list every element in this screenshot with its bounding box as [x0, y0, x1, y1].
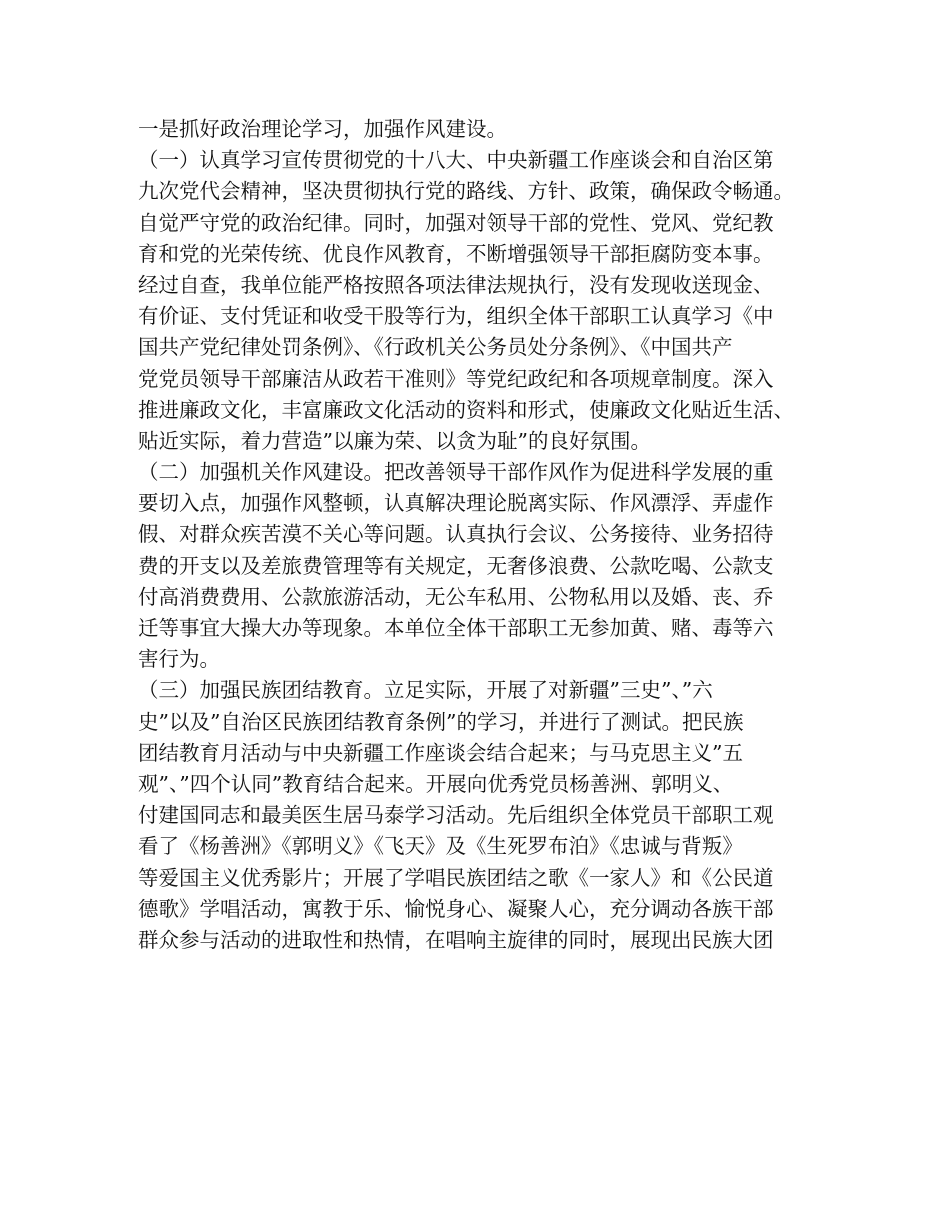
text-line: 经过自查，我单位能严格按照各项法律法规执行，没有发现收送现金、 [138, 272, 774, 297]
text-line: 要切入点，加强作风整顿，认真解决理论脱离实际、作风漂浮、弄虚作 [138, 491, 774, 516]
text-line: 九次党代会精神，坚决贯彻执行党的路线、方针、政策，确保政令畅通。 [138, 179, 794, 204]
text-line: 有价证、支付凭证和收受干股等行为，组织全体干部职工认真学习《中 [138, 304, 774, 329]
text-line: （二）加强机关作风建设。把改善领导干部作风作为促进科学发展的重 [138, 460, 774, 485]
text-line: 迁等事宜大操大办等现象。本单位全体干部职工无参加黄、赌、毒等六 [138, 616, 774, 640]
text-line: 群众参与活动的进取性和热情，在唱响主旋律的同时，展现出民族大团 [138, 927, 774, 952]
text-line: 害行为。 [138, 647, 220, 672]
text-line: （一）认真学习宣传贯彻党的十八大、中央新疆工作座谈会和自治区第 [138, 148, 774, 173]
text-line: 看了《杨善洲》《郭明义》《飞天》及《生死罗布泊》《忠诚与背叛》 [138, 834, 743, 859]
text-line: 一是抓好政治理论学习，加强作风建设。 [138, 117, 507, 141]
text-line: 党党员领导干部廉洁从政若干准则》等党纪政纪和各项规章制度。深入 [138, 366, 774, 391]
text-line: （三）加强民族团结教育。立足实际，开展了对新疆”三史”、”六 [138, 678, 713, 703]
text-line: 国共产党纪律处罚条例》、《行政机关公务员处分条例》、《中国共产 [138, 335, 733, 360]
text-line: 观”、”四个认同”教育结合起来。开展向优秀党员杨善洲、郭明义、 [138, 771, 734, 796]
text-line: 史”以及”自治区民族团结教育条例”的学习，并进行了测试。把民族 [138, 709, 744, 734]
text-line: 育和党的光荣传统、优良作风教育，不断增强领导干部拒腐防变本事。 [138, 241, 774, 266]
text-line: 自觉严守党的政治纪律。同时，加强对领导干部的党性、党风、党纪教 [138, 210, 774, 235]
text-line: 付高消费费用、公款旅游活动，无公车私用、公物私用以及婚、丧、乔 [138, 584, 774, 609]
text-line: 等爱国主义优秀影片；开展了学唱民族团结之歌《一家人》和《公民道 [138, 865, 774, 890]
text-line: 团结教育月活动与中央新疆工作座谈会结合起来；与马克思主义”五 [138, 740, 743, 765]
text-line: 推进廉政文化，丰富廉政文化活动的资料和形式，使廉政文化贴近生活、 [138, 397, 794, 422]
text-line: 贴近实际，着力营造”以廉为荣、以贪为耻”的良好氛围。 [138, 428, 651, 453]
text-line: 费的开支以及差旅费管理等有关规定，无奢侈浪费、公款吃喝、公款支 [138, 553, 774, 578]
text-line: 付建国同志和最美医生居马泰学习活动。先后组织全体党员干部职工观 [138, 803, 774, 828]
text-line: 德歌》学唱活动，寓教于乐、愉悦身心、凝聚人心，充分调动各族干部 [138, 896, 774, 921]
text-line: 假、对群众疾苦漠不关心等问题。认真执行会议、公务接待、业务招待 [138, 522, 774, 547]
document-body [138, 114, 838, 956]
